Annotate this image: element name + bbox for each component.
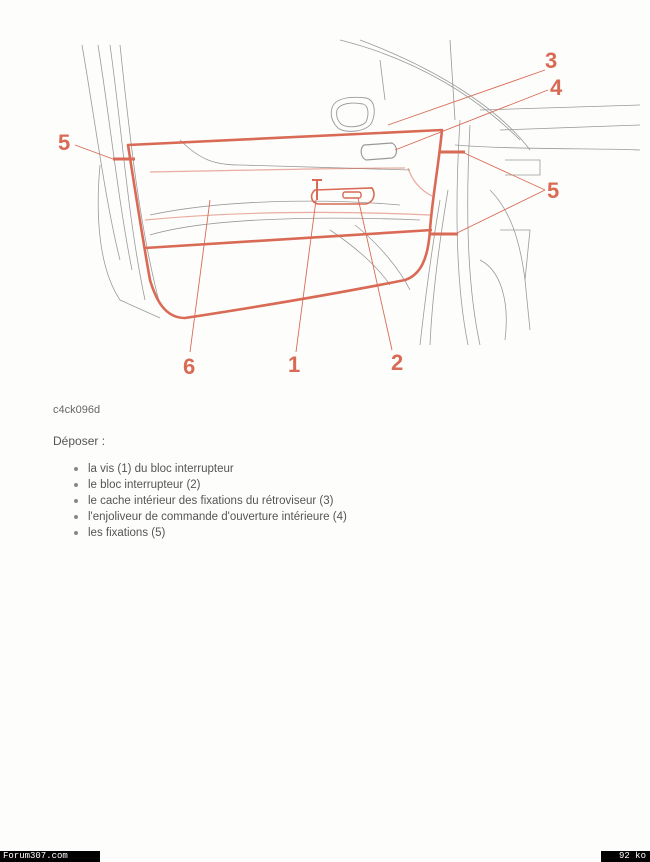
callout-4: 4 [550,75,563,100]
callout-2: 2 [391,350,404,375]
step-item: le bloc interrupteur (2) [72,477,347,493]
callout-5-left: 5 [58,130,71,155]
footer-file-size: 92 ko [601,851,650,862]
instruction-heading: Déposer : [53,434,106,448]
callout-6: 6 [183,354,196,379]
leader-lines [75,70,548,352]
door-panel-outline [128,130,442,318]
fixation-markers [113,152,465,234]
removal-steps-list [72,461,347,541]
callout-5-right: 5 [547,178,560,203]
step-item: le cache intérieur des fixations du rétroviseur (3) [72,493,347,509]
callout-1: 1 [288,352,301,377]
step-item: l'enjoliveur de commande d'ouverture intérieure (4) [72,509,347,525]
figure-reference-code: c4ck096d [53,404,101,416]
step-item: la vis (1) du bloc interrupteur [72,461,347,477]
mirror-shape [331,97,374,131]
footer-site-label: Forum307.com [0,851,100,862]
callout-3: 3 [545,48,558,73]
step-item: les fixations (5) [72,525,347,541]
